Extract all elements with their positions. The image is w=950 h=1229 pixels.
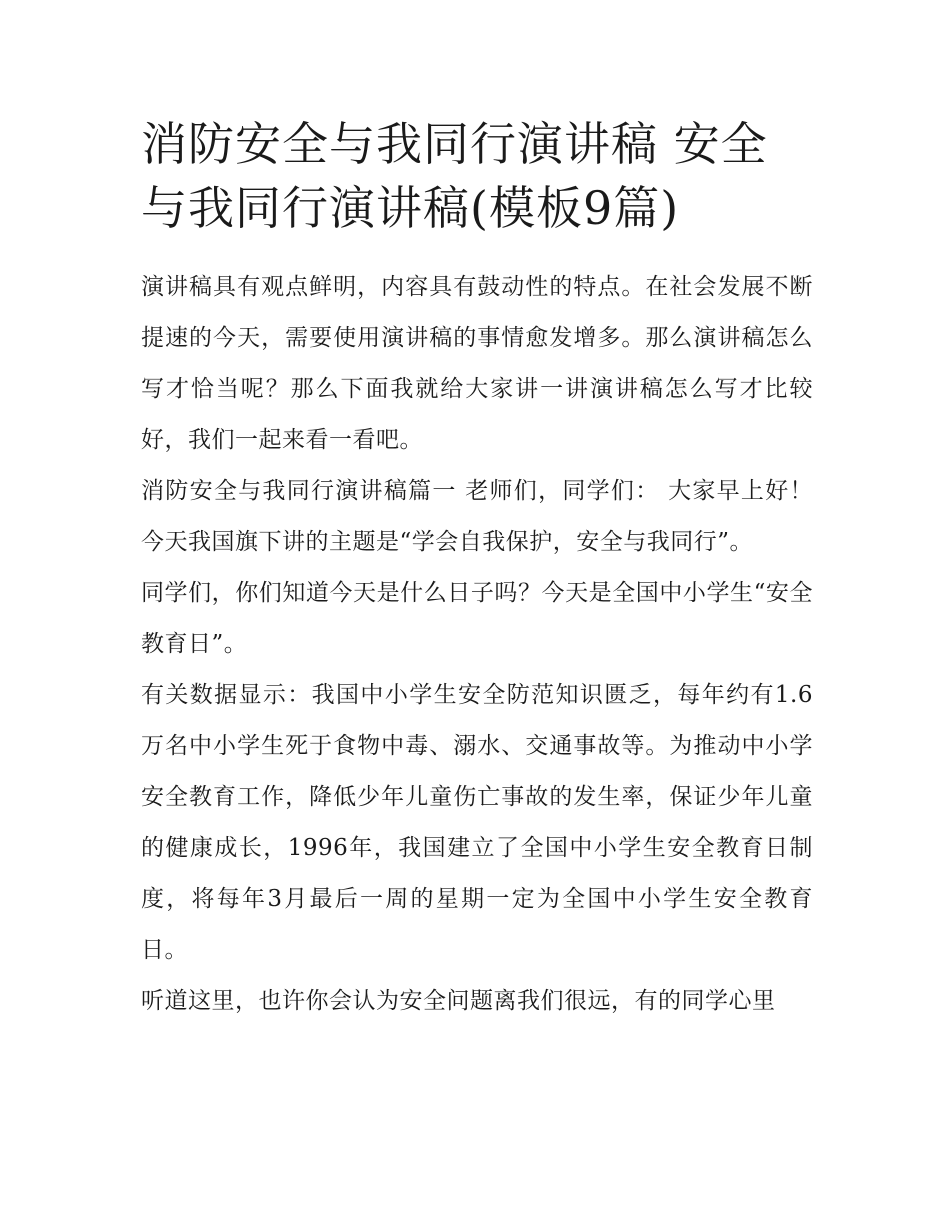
paragraph-continuation: 听道这里，也许你会认为安全问题离我们很远，有的同学心里 xyxy=(141,988,776,1014)
paragraph-intro: 演讲稿具有观点鲜明，内容具有鼓动性的特点。在社会发展不断提速的今天，需要使用演讲稿的事情愈发增多。那么演讲稿怎么写才恰当呢？那么下面我就给大家讲一讲演讲稿怎么写才比较好，我们一起来看一看吧。 xyxy=(141,274,813,453)
document-body xyxy=(141,112,813,1027)
paragraph-speech-opening: 消防安全与我同行演讲稿篇一 老师们，同学们： 大家早上好！今天我国旗下讲的主题是“学会自我保护，安全与我同行”。 xyxy=(141,478,813,555)
document-title: 消防安全与我同行演讲稿 安全与我同行演讲稿(模板9篇) xyxy=(141,117,768,235)
paragraph-statistics: 有关数据显示：我国中小学生安全防范知识匮乏，每年约有1.6万名中小学生死于食物中毒、溺水、交通事故等。为推动中小学安全教育工作，降低少年儿童伤亡事故的发生率，保证少年儿童的健康成长，1996年，我国建立了全国中小学生安全教育日制度，将每年3月最后一周的星期一定为全国中小学生安全教育日。 xyxy=(141,682,813,963)
paragraph-safety-day: 同学们，你们知道今天是什么日子吗？今天是全国中小学生“安全教育日”。 xyxy=(141,580,813,657)
